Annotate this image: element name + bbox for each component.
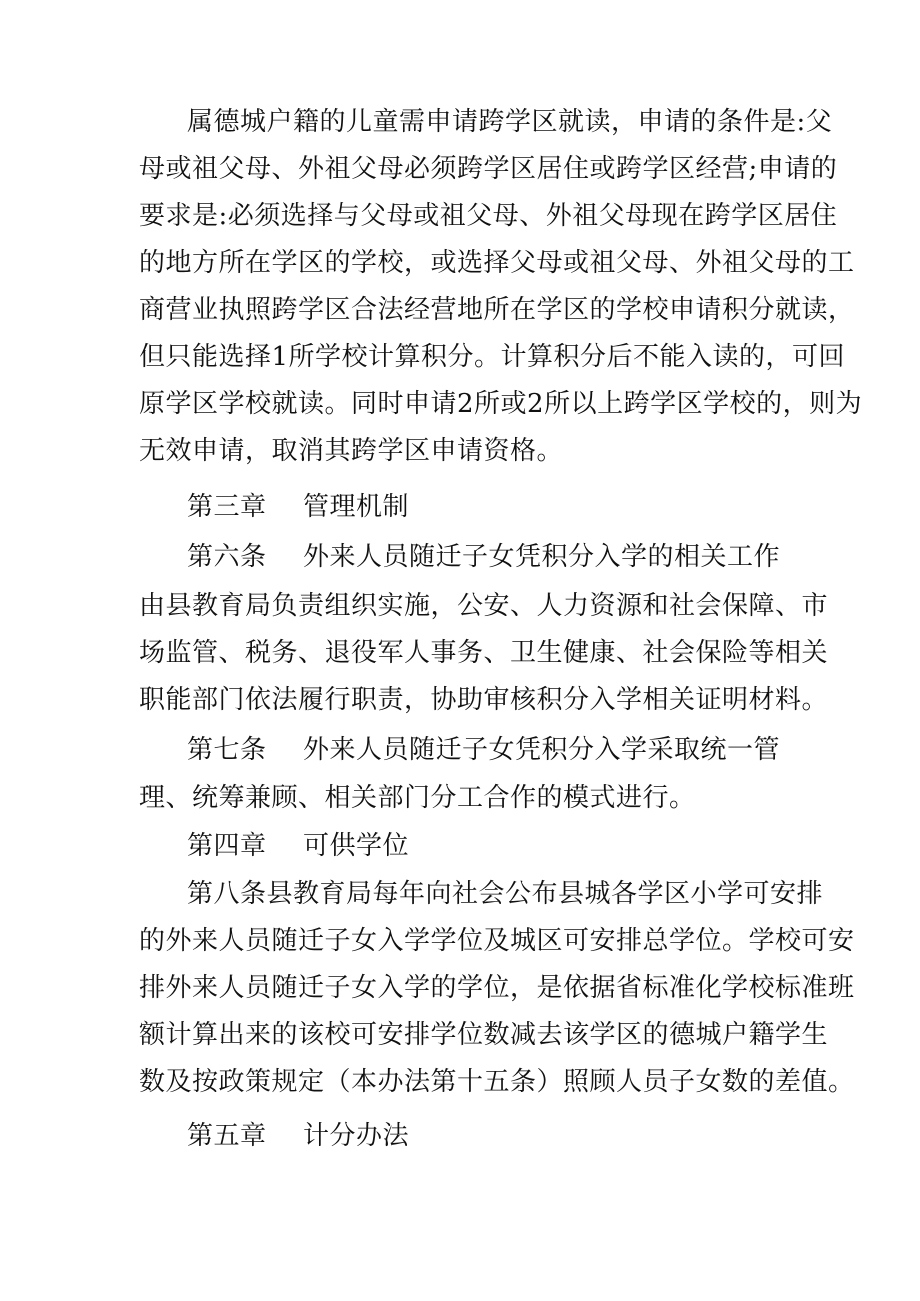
paragraph-line: 但只能选择1所学校计算积分。计算积分后不能入读的，可回 (139, 342, 846, 372)
chapter-title: 可供学位 (303, 831, 410, 861)
paragraph-line: 排外来人员随迁子女入学的学位，是依据省标准化学校标准班 (139, 973, 855, 1003)
paragraph-line: 职能部门依法履行职责，协助审核积分入学相关证明材料。 (139, 685, 829, 715)
paragraph-line: 的外来人员随迁子女入学学位及城区可安排总学位。学校可安 (139, 926, 855, 956)
paragraph-line: 属德城户籍的儿童需申请跨学区就读，申请的条件是:父 (187, 107, 833, 137)
paragraph-line: 母或祖父母、外祖父母必须跨学区居住或跨学区经营;申请的 (139, 154, 838, 184)
article-number: 第七条 (187, 735, 267, 765)
chapter-title: 管理机制 (303, 492, 410, 522)
paragraph-line: 理、统筹兼顾、相关部门分工合作的模式进行。 (139, 783, 696, 813)
article-first-line: 外来人员随迁子女凭积分入学采取统一管 (303, 735, 781, 765)
paragraph-line: 要求是:必须选择与父母或祖父母、外祖父母现在跨学区居住 (139, 201, 838, 231)
paragraph-line: 场监管、税务、退役军人事务、卫生健康、社会保险等相关 (139, 638, 829, 668)
chapter-number: 第四章 (187, 831, 267, 861)
paragraph-line: 额计算出来的该校可安排学位数减去该学区的德城户籍学生 (139, 1020, 829, 1050)
paragraph-line: 由县教育局负责组织实施，公安、人力资源和社会保障、市 (139, 591, 829, 621)
paragraph-line: 的地方所在学区的学校，或选择父母或祖父母、外祖父母的工 (139, 248, 855, 278)
paragraph-line: 商营业执照跨学区合法经营地所在学区的学校申请积分就读， (139, 295, 855, 325)
article-number: 第六条 (187, 542, 267, 572)
chapter-title: 计分办法 (303, 1121, 410, 1151)
article-first-line: 外来人员随迁子女凭积分入学的相关工作 (303, 542, 781, 572)
chapter-number: 第五章 (187, 1121, 267, 1151)
paragraph-line: 数及按政策规定（本办法第十五条）照顾人员子女数的差值。 (139, 1067, 855, 1097)
chapter-number: 第三章 (187, 492, 267, 522)
paragraph-line: 无效申请，取消其跨学区申请资格。 (139, 436, 564, 466)
paragraph-line: 第八条县教育局每年向社会公布县城各学区小学可安排 (187, 879, 824, 909)
paragraph-line: 原学区学校就读。同时申请2所或2所以上跨学区学校的，则为 (139, 389, 863, 419)
